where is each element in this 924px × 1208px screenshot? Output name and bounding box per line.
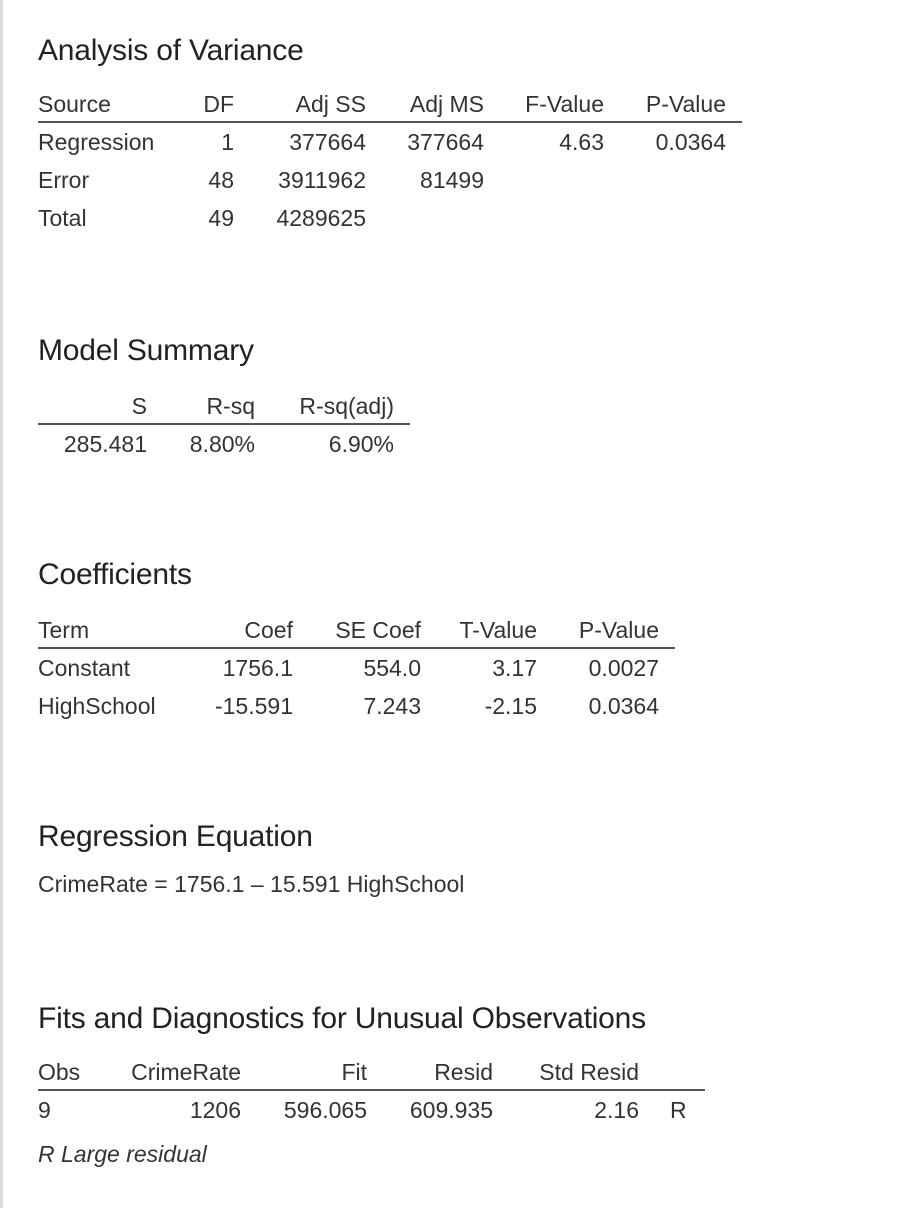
cell [484, 199, 604, 237]
col-header-resid: Resid [367, 1055, 493, 1090]
cell [604, 161, 742, 199]
col-header-adj-ss: Adj SS [234, 87, 366, 122]
col-header-source: Source [38, 87, 196, 122]
table-header-row [38, 613, 675, 648]
cell: -2.15 [484, 692, 537, 719]
left-border [0, 0, 3, 1208]
cell: 9 [38, 1096, 51, 1123]
coefficients-table [38, 613, 675, 725]
anova-title: Analysis of Variance [38, 34, 304, 67]
cell: Regression [38, 128, 155, 155]
fits-table [38, 1055, 705, 1129]
cell: 0.0027 [588, 654, 659, 681]
cell: 4289625 [276, 204, 366, 231]
col-header-std-resid: Std Resid [493, 1055, 639, 1090]
cell: 4.63 [559, 128, 604, 155]
model-summary-section [38, 333, 410, 463]
cell [366, 199, 484, 237]
table-row [38, 122, 742, 161]
cell: 0.0364 [655, 128, 726, 155]
coefficients-section [38, 557, 675, 725]
cell: 0.0364 [588, 692, 659, 719]
regression-equation-section [38, 819, 464, 898]
table-row [38, 648, 675, 687]
cell [604, 199, 742, 237]
cell: 2.16 [594, 1096, 639, 1123]
col-header-r-sq: R-sq [147, 389, 255, 424]
cell: HighSchool [38, 692, 156, 719]
anova-table [38, 87, 742, 237]
table-header-row [38, 87, 742, 122]
col-header-adj-ms: Adj MS [366, 87, 484, 122]
fits-title: Fits and Diagnostics for Unusual Observations [38, 1002, 646, 1035]
cell: 8.80% [189, 430, 255, 457]
cell: 554.0 [363, 654, 421, 681]
model-summary-title: Model Summary [38, 334, 254, 367]
cell: 377664 [289, 128, 366, 155]
cell-flag: R [670, 1096, 687, 1123]
cell: Constant [38, 654, 131, 681]
col-header-obs: Obs [38, 1055, 98, 1090]
table-header-row [38, 389, 410, 424]
col-header-df: DF [196, 87, 234, 122]
anova-section [38, 33, 742, 237]
cell: 596.065 [283, 1096, 367, 1123]
cell: Error [38, 166, 90, 193]
col-header-r-sq-adj: R-sq(adj) [255, 389, 410, 424]
col-header-coef: Coef [196, 613, 293, 648]
cell [484, 161, 604, 199]
cell: 1756.1 [222, 654, 293, 681]
col-header-se-coef: SE Coef [293, 613, 421, 648]
cell: 1 [221, 128, 234, 155]
col-header-crimerate: CrimeRate [98, 1055, 241, 1090]
cell: 3.17 [492, 654, 537, 681]
cell: 48 [208, 166, 234, 193]
table-row [38, 199, 742, 237]
regression-equation: CrimeRate = 1756.1 – 15.591 HighSchool [38, 871, 465, 897]
table-row [38, 1090, 705, 1129]
table-row [38, 687, 675, 725]
cell: 7.243 [363, 692, 421, 719]
cell: 81499 [420, 166, 484, 193]
fits-section [38, 1001, 705, 1168]
cell: 49 [208, 204, 234, 231]
cell: -15.591 [214, 692, 293, 719]
col-header-fit: Fit [241, 1055, 367, 1090]
col-header-flag [639, 1055, 705, 1090]
cell: 609.935 [409, 1096, 493, 1123]
cell: 285.481 [63, 430, 147, 457]
cell: 377664 [407, 128, 484, 155]
cell: 1206 [189, 1096, 241, 1123]
table-header-row [38, 1055, 705, 1090]
footnote: R Large residual [38, 1141, 207, 1167]
cell: 6.90% [328, 430, 394, 457]
col-header-s: S [38, 389, 147, 424]
col-header-t-value: T-Value [421, 613, 537, 648]
col-header-p-value: P-Value [604, 87, 742, 122]
table-row [38, 161, 742, 199]
col-header-f-value: F-Value [484, 87, 604, 122]
col-header-term: Term [38, 613, 196, 648]
model-summary-table [38, 389, 410, 463]
col-header-p-value: P-Value [537, 613, 675, 648]
table-row [38, 424, 410, 463]
cell: Total [38, 204, 87, 231]
coefficients-title: Coefficients [38, 558, 192, 591]
regression-equation-title: Regression Equation [38, 820, 313, 853]
cell: 3911962 [278, 166, 366, 193]
